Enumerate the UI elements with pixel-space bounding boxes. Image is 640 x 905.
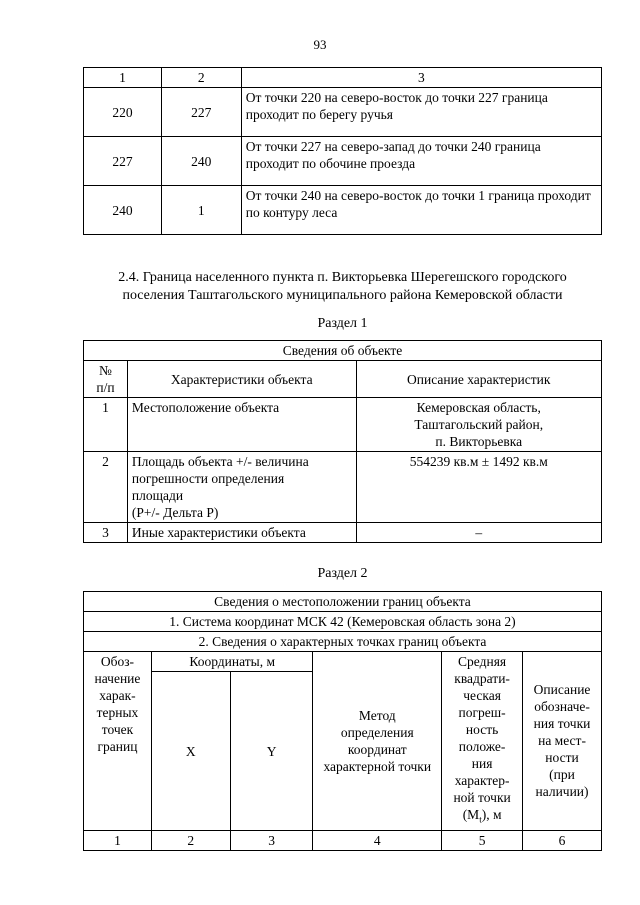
- header-text: начение: [94, 671, 141, 686]
- table-subtitle: 2. Сведения о характерных точках границ объекта: [84, 632, 602, 652]
- header-method: [313, 652, 442, 831]
- characteristic-cell: [127, 398, 356, 452]
- coordinate-system-row: [84, 612, 602, 632]
- header-cell: 3: [241, 68, 601, 88]
- table-subtitle-row: [84, 632, 602, 652]
- cell-text: –: [475, 525, 483, 540]
- description-cell: [356, 523, 602, 543]
- boundary-description: От точки 220 на северо-восток до точки 227 граница проходит по берегу ручья: [241, 88, 601, 137]
- coordinate-system: 1. Система координат МСК 42 (Кемеровская область зона 2): [84, 612, 602, 632]
- header-text: Описание: [533, 682, 591, 698]
- boundary-description-table: [83, 67, 602, 235]
- column-number: 2: [151, 830, 230, 850]
- header-text: ния точки: [533, 716, 591, 732]
- column-number: 1: [84, 830, 152, 850]
- header-text: ческая: [463, 688, 501, 703]
- section-heading: [83, 269, 602, 305]
- header-text: квадрати-: [454, 671, 510, 686]
- column-number: 4: [313, 830, 442, 850]
- cell-text: (Р+/- Дельта Р): [131, 505, 219, 520]
- header-cell-number: [84, 361, 128, 398]
- table-row: [84, 398, 602, 452]
- description-cell: [356, 452, 602, 523]
- header-cell: 2: [161, 68, 241, 88]
- table-row: [84, 452, 602, 523]
- to-point: 227: [161, 88, 241, 137]
- row-number: 1: [84, 398, 128, 452]
- header-text: №: [99, 363, 112, 378]
- column-number-row: [84, 830, 602, 850]
- cell-text: п. Викторьевка: [435, 434, 523, 449]
- header-text-symbol: [446, 806, 518, 829]
- column-number: 3: [230, 830, 313, 850]
- symbol-tail: ), м: [481, 807, 502, 822]
- header-text: точек: [101, 722, 134, 737]
- table-row: [84, 137, 602, 186]
- table-header-row: [84, 361, 602, 398]
- header-text: ности: [545, 750, 579, 766]
- boundary-description: От точки 227 на северо-запад до точки 240 граница проходит по обочине проезда: [241, 137, 601, 186]
- boundary-description: От точки 240 на северо-восток до точки 1 граница проходит по контуру леса: [241, 186, 601, 235]
- header-text: положе-: [458, 739, 506, 754]
- to-point: 240: [161, 137, 241, 186]
- header-text: ния: [471, 756, 493, 771]
- symbol-subscript: t: [479, 814, 482, 825]
- header-text: обозначе-: [534, 699, 590, 715]
- from-point: 227: [84, 137, 162, 186]
- cell-text: Площадь объекта +/- величина: [131, 454, 309, 469]
- header-text: наличии): [535, 784, 589, 800]
- header-text: на мест-: [538, 733, 586, 749]
- object-info-table: [83, 340, 602, 543]
- header-text: характер-: [454, 773, 510, 788]
- header-text: (при: [549, 767, 575, 783]
- header-text: характерной точки: [323, 758, 432, 774]
- header-text: п/п: [96, 380, 115, 395]
- table-title: Сведения о местоположении границ объекта: [84, 592, 602, 612]
- table-header-row: [84, 68, 602, 88]
- header-text: Обоз-: [100, 654, 135, 669]
- section-heading-line: 2.4. Граница населенного пункта п. Викторьевка Шерегешского городского: [118, 270, 567, 285]
- table-row: [84, 88, 602, 137]
- header-location-description: [523, 652, 602, 831]
- header-x: X: [151, 672, 230, 830]
- from-point: 220: [84, 88, 162, 137]
- cell-text: Кемеровская область,: [416, 400, 541, 415]
- header-text: Метод: [358, 707, 396, 723]
- table-row: [84, 523, 602, 543]
- header-point-designation: [84, 652, 152, 831]
- row-number: 3: [84, 523, 128, 543]
- section-heading-line: поселения Таштагольского муниципального района Кемеровской области: [122, 288, 563, 303]
- header-text: определения: [340, 724, 414, 740]
- table-header-row: [84, 652, 602, 672]
- table-title: Сведения об объекте: [84, 341, 602, 361]
- header-text: ной точки: [453, 790, 511, 805]
- header-text: границ: [97, 739, 138, 754]
- column-number: 6: [523, 830, 602, 850]
- characteristic-cell: [127, 452, 356, 523]
- header-text: погреш-: [458, 705, 506, 720]
- header-text: харак-: [99, 688, 136, 703]
- header-text: ность: [465, 722, 499, 737]
- cell-text: 554239 кв.м ± 1492 кв.м: [409, 454, 548, 469]
- characteristic-cell: [127, 523, 356, 543]
- table-title-row: [84, 592, 602, 612]
- header-cell-characteristic: Характеристики объекта: [127, 361, 356, 398]
- header-coordinates: Координаты, м: [151, 652, 313, 672]
- cell-text: площади: [131, 488, 184, 503]
- header-mean-square-error: [442, 652, 523, 831]
- symbol-m: (M: [462, 807, 480, 822]
- column-number: 5: [442, 830, 523, 850]
- razdel-2-title: Раздел 2: [317, 566, 368, 581]
- header-cell: 1: [84, 68, 162, 88]
- razdel-1-title: Раздел 1: [317, 316, 368, 331]
- cell-text: Местоположение объекта: [131, 400, 280, 415]
- table-title-row: [84, 341, 602, 361]
- cell-text: погрешности определения: [131, 471, 285, 486]
- cell-text: Иные характеристики объекта: [131, 525, 306, 540]
- header-text: координат: [347, 741, 407, 757]
- header-y: Y: [230, 672, 313, 830]
- row-number: 2: [84, 452, 128, 523]
- header-cell-description: Описание характеристик: [356, 361, 602, 398]
- page-number: 93: [313, 37, 327, 52]
- cell-text: Таштагольский район,: [414, 417, 544, 432]
- header-text: терных: [96, 705, 139, 720]
- from-point: 240: [84, 186, 162, 235]
- table-row: [84, 186, 602, 235]
- boundary-points-table: [83, 591, 602, 851]
- to-point: 1: [161, 186, 241, 235]
- description-cell: [356, 398, 602, 452]
- header-text: Средняя: [458, 654, 507, 669]
